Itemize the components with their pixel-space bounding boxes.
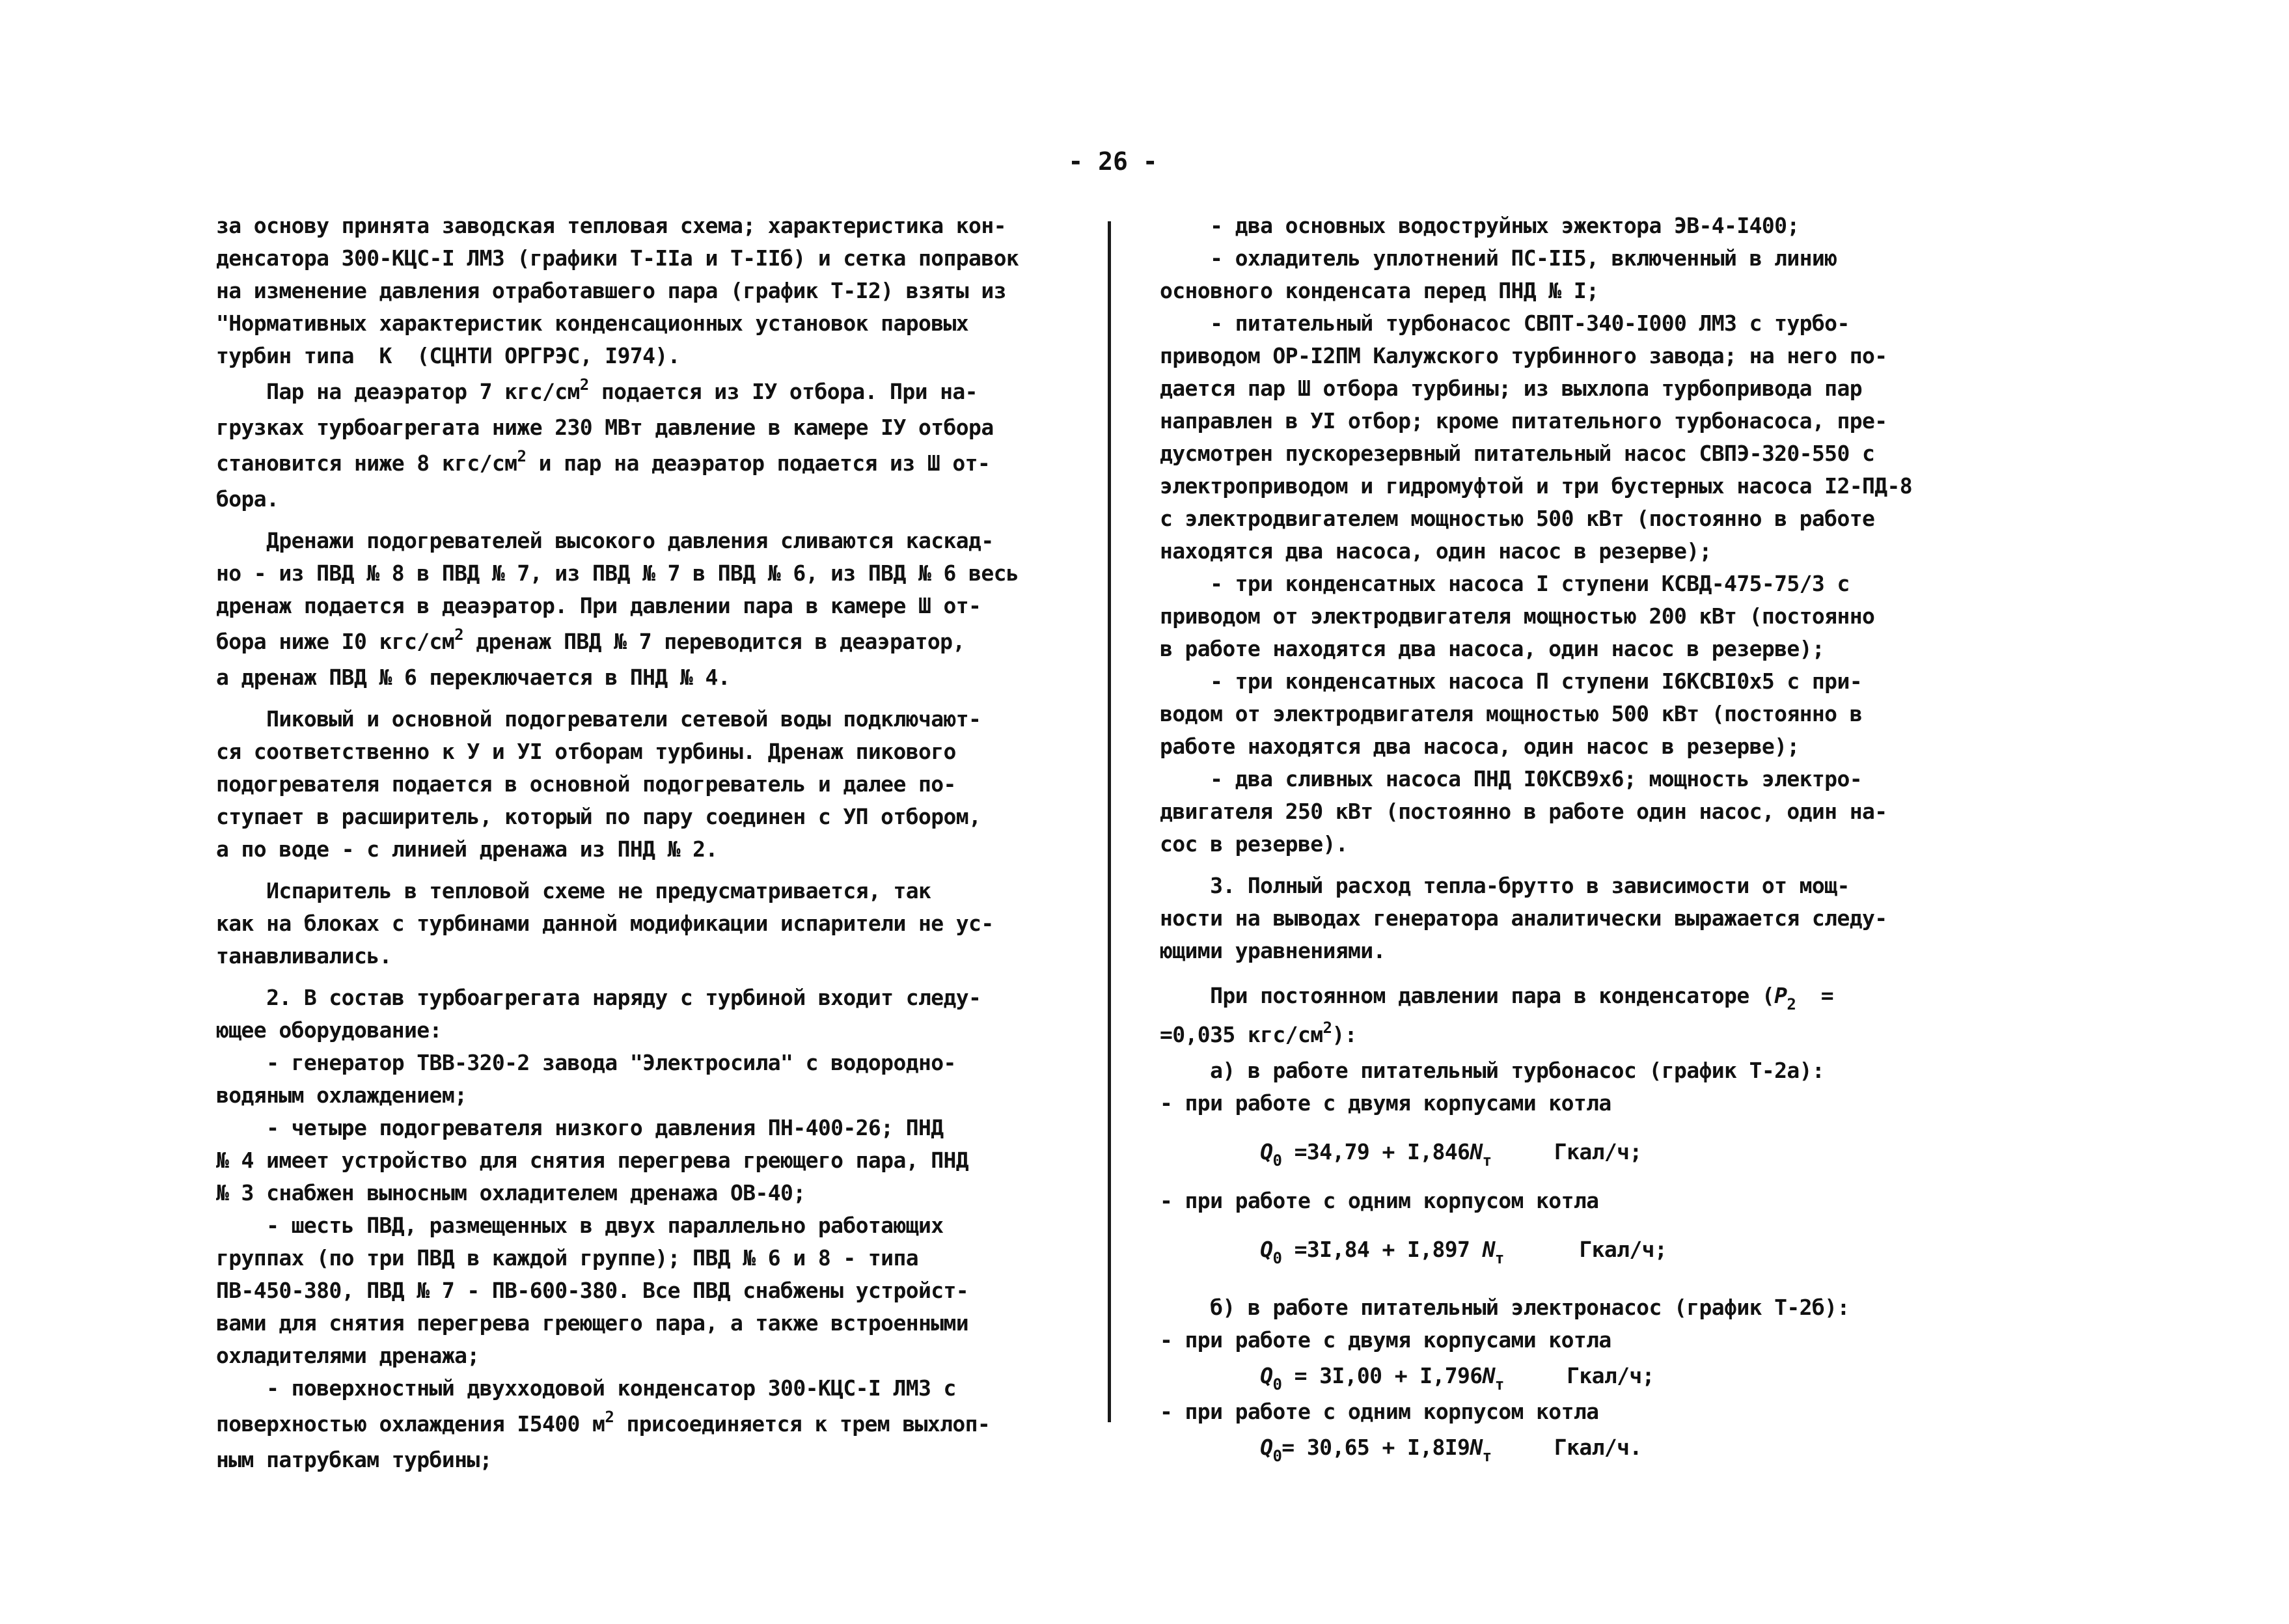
formula-unit: Гкал/ч. bbox=[1554, 1435, 1642, 1460]
text-line-with-superscript bbox=[216, 622, 1069, 661]
formula-variable: N bbox=[1482, 1237, 1495, 1262]
line-text: поверхностью охлаждения I5400 м bbox=[216, 1411, 605, 1437]
text-line: вами для снятия перегрева греющего пара, а также встроенными bbox=[216, 1310, 969, 1336]
formula-variable: N bbox=[1482, 1363, 1495, 1388]
text-line: "Нормативных характеристик конденсационных установок паровых bbox=[216, 310, 969, 336]
text-line: 2. В состав турбоагрегата наряду с турбиной входит следу- bbox=[216, 985, 981, 1010]
text-line: а дренаж ПВД № 6 переключается в ПНД № 4. bbox=[216, 665, 730, 690]
text-line: приводом от электродвигателя мощностью 200 кВт (постоянно bbox=[1160, 603, 1875, 629]
subscript: т bbox=[1494, 1375, 1504, 1394]
case-a-one-housing: - при работе с одним корпусом котла bbox=[1160, 1188, 1599, 1213]
text-line: - два основных водоструйных эжектора ЭВ-4-I400; bbox=[1160, 213, 1800, 238]
text-line-with-superscript bbox=[216, 1405, 1069, 1444]
text-line-with-superscript bbox=[216, 444, 1069, 483]
left-column bbox=[216, 210, 1069, 1476]
text-line: ступает в расширитель, который по пару соединен с УП отбором, bbox=[216, 804, 981, 829]
superscript: 2 bbox=[1323, 1019, 1332, 1037]
superscript: 2 bbox=[579, 376, 589, 394]
text-line: на изменение давления отработавшего пара (график Т-I2) взяты из bbox=[216, 278, 1006, 303]
formula-variable: Q bbox=[1260, 1363, 1273, 1388]
text-line: ющими уравнениями. bbox=[1160, 938, 1386, 963]
text-line: турбин типа К (СЦНТИ ОРГРЭС, I974). bbox=[216, 343, 680, 368]
subscript: т bbox=[1482, 1447, 1492, 1465]
text-line: ности на выводах генератора аналитически выражается следу- bbox=[1160, 905, 1887, 931]
text-line: дусмотрен пускорезервный питательный насос СВПЭ-320-550 с bbox=[1160, 441, 1875, 466]
text-line: № 4 имеет устройство для снятия перегрева греющего пара, ПНД bbox=[216, 1148, 969, 1173]
case-b-heading: б) в работе питательный электронасос (график Т-2б): bbox=[1160, 1295, 1850, 1320]
line-tail: дренаж ПВД № 7 переводится в деаэратор, bbox=[463, 629, 965, 654]
formula-body: =34,79 + I,846 bbox=[1282, 1139, 1470, 1164]
text-line: грузках турбоагрегата ниже 230 МВт давление в камере IУ отбора bbox=[216, 415, 994, 440]
text-line: Испаритель в тепловой схеме не предусматривается, так bbox=[216, 878, 931, 903]
line-tail: подается из IУ отбора. При на- bbox=[588, 379, 978, 404]
text-line: - четыре подогревателя низкого давления ПН-400-26; ПНД bbox=[216, 1115, 944, 1140]
text-line: № 3 снабжен выносным охладителем дренажа ОВ-40; bbox=[216, 1180, 806, 1205]
text-line: - три конденсатных насоса П ступени I6КСВI0х5 с при- bbox=[1160, 668, 1862, 694]
case-a-two-housings: - при работе с двумя корпусами котла bbox=[1160, 1090, 1611, 1116]
text-line: водом от электродвигателя мощностью 500 кВт (постоянно в bbox=[1160, 701, 1862, 726]
formula-line bbox=[1160, 1120, 1973, 1185]
superscript: 2 bbox=[605, 1408, 614, 1426]
column-divider bbox=[1108, 221, 1111, 1422]
subscript: 0 bbox=[1272, 1151, 1282, 1170]
text-line: 3. Полный расход тепла-брутто в зависимости от мощ- bbox=[1160, 873, 1850, 898]
formula-variable: N bbox=[1470, 1139, 1483, 1164]
text-line: дренаж подается в деаэратор. При давлении пара в камере Ш от- bbox=[216, 593, 981, 618]
line-text: становится ниже 8 кгс/см bbox=[216, 450, 517, 476]
formula-unit: Гкал/ч; bbox=[1567, 1363, 1654, 1388]
line-text: =0,035 кгс/см bbox=[1160, 1022, 1323, 1047]
text-line: денсатора 300-КЦС-I ЛМЗ (графики Т-IIа и Т-IIб) и сетка поправок bbox=[216, 245, 1019, 271]
line-text: При постоянном давлении пара в конденсаторе ( bbox=[1160, 983, 1775, 1008]
formula-unit: Гкал/ч; bbox=[1579, 1237, 1667, 1262]
text-line: водяным охлаждением; bbox=[216, 1082, 467, 1108]
text-line: подогревателя подается в основной подогреватель и далее по- bbox=[216, 771, 956, 797]
text-line: как на блоках с турбинами данной модификации испарители не ус- bbox=[216, 911, 994, 936]
right-column bbox=[1160, 210, 1973, 1467]
text-line: дается пар Ш отбора турбины; из выхлопа турбопривода пар bbox=[1160, 376, 1862, 401]
formula-line bbox=[1160, 1428, 1973, 1467]
text-line: - два сливных насоса ПНД I0КСВ9х6; мощность электро- bbox=[1160, 766, 1862, 791]
line-text: бора ниже I0 кгс/см bbox=[216, 629, 455, 654]
line-tail: и пар на деаэратор подается из Ш от- bbox=[526, 450, 991, 476]
text-line: Дренажи подогревателей высокого давления сливаются каскад- bbox=[216, 528, 994, 553]
text-line: сос в резерве). bbox=[1160, 831, 1349, 857]
text-line: но - из ПВД № 8 в ПВД № 7, из ПВД № 7 в ПВД № 6, из ПВД № 6 весь bbox=[216, 560, 1019, 586]
pressure-intro-line bbox=[1160, 976, 1973, 1015]
formula-variable: Q bbox=[1260, 1139, 1273, 1164]
formula-line bbox=[1160, 1217, 1973, 1282]
text-line: находятся два насоса, один насос в резерве); bbox=[1160, 538, 1712, 564]
text-line: охладителями дренажа; bbox=[216, 1343, 480, 1368]
text-line-with-superscript bbox=[216, 372, 1069, 411]
text-line: работе находятся два насоса, один насос в резерве); bbox=[1160, 734, 1800, 759]
text-line: ющее оборудование: bbox=[216, 1017, 442, 1043]
subscript: т bbox=[1482, 1151, 1492, 1170]
text-line: бора. bbox=[216, 486, 279, 512]
line-text: Пар на деаэратор 7 кгс/см bbox=[216, 379, 580, 404]
text-line: - питательный турбонасос СВПТ-340-I000 ЛМЗ с турбо- bbox=[1160, 310, 1850, 336]
subscript: 0 bbox=[1272, 1447, 1282, 1465]
text-line: двигателя 250 кВт (постоянно в работе один насос, один на- bbox=[1160, 799, 1887, 824]
superscript: 2 bbox=[454, 626, 463, 644]
text-line: группах (по три ПВД в каждой группе); ПВД № 6 и 8 - типа bbox=[216, 1245, 918, 1271]
case-b-one-housing: - при работе с одним корпусом котла bbox=[1160, 1399, 1599, 1424]
subscript: 0 bbox=[1272, 1375, 1282, 1394]
line-tail: ): bbox=[1332, 1022, 1357, 1047]
formula-body: = 3I,00 + I,796 bbox=[1282, 1363, 1483, 1388]
text-line: Пиковый и основной подогреватели сетевой воды подключают- bbox=[216, 706, 981, 732]
page-number: - 26 - bbox=[1068, 147, 1158, 176]
formula-variable: N bbox=[1470, 1435, 1483, 1460]
text-line: основного конденсата перед ПНД № I; bbox=[1160, 278, 1599, 303]
pressure-variable: P bbox=[1774, 983, 1787, 1008]
pressure-value-line bbox=[1160, 1015, 1973, 1054]
subscript: 0 bbox=[1272, 1249, 1282, 1267]
formula-line bbox=[1160, 1356, 1973, 1396]
text-line: ПВ-450-380, ПВД № 7 - ПВ-600-380. Все ПВД снабжены устройст- bbox=[216, 1278, 969, 1303]
text-line: ся соответственно к У и УI отборам турбины. Дренаж пикового bbox=[216, 739, 956, 764]
text-line: за основу принята заводская тепловая схема; характеристика кон- bbox=[216, 213, 1006, 238]
text-line: - охладитель уплотнений ПС-II5, включенный в линию bbox=[1160, 245, 1837, 271]
text-line: в работе находятся два насоса, один насос в резерве); bbox=[1160, 636, 1825, 661]
formula-variable: Q bbox=[1260, 1237, 1273, 1262]
text-line: танавливались. bbox=[216, 943, 392, 969]
text-line: - три конденсатных насоса I ступени КСВД-475-75/3 с bbox=[1160, 571, 1850, 596]
formula-variable: Q bbox=[1260, 1435, 1273, 1460]
formula-unit: Гкал/ч; bbox=[1554, 1139, 1642, 1164]
text-line: а по воде - с линией дренажа из ПНД № 2. bbox=[216, 836, 718, 862]
text-line: с электродвигателем мощностью 500 кВт (постоянно в работе bbox=[1160, 506, 1875, 531]
formula-body: = 30,65 + I,8I9 bbox=[1282, 1435, 1470, 1460]
superscript: 2 bbox=[517, 447, 527, 465]
formula-body: =3I,84 + I,897 bbox=[1282, 1237, 1483, 1262]
subscript: 2 bbox=[1787, 995, 1796, 1013]
text-line: приводом ОР-I2ПМ Калужского турбинного завода; на него по- bbox=[1160, 343, 1887, 368]
case-a-heading: а) в работе питательный турбонасос (график Т-2а): bbox=[1160, 1058, 1825, 1083]
line-tail: присоединяется к трем выхлоп- bbox=[614, 1411, 991, 1437]
line-tail: = bbox=[1796, 983, 1834, 1008]
text-line: - шесть ПВД, размещенных в двух параллельно работающих bbox=[216, 1213, 944, 1238]
text-line: электроприводом и гидромуфтой и три бустерных насоса I2-ПД-8 bbox=[1160, 473, 1913, 499]
text-line: - поверхностный двухходовой конденсатор 300-КЦС-I ЛМЗ с bbox=[216, 1375, 956, 1401]
text-line: направлен в УI отбор; кроме питательного турбонасоса, пре- bbox=[1160, 408, 1887, 434]
case-b-two-housings: - при работе с двумя корпусами котла bbox=[1160, 1327, 1611, 1353]
text-line: ным патрубкам турбины; bbox=[216, 1447, 492, 1472]
text-line: - генератор ТВВ-320-2 завода "Электросила" с водородно- bbox=[216, 1050, 956, 1075]
subscript: т bbox=[1494, 1249, 1504, 1267]
